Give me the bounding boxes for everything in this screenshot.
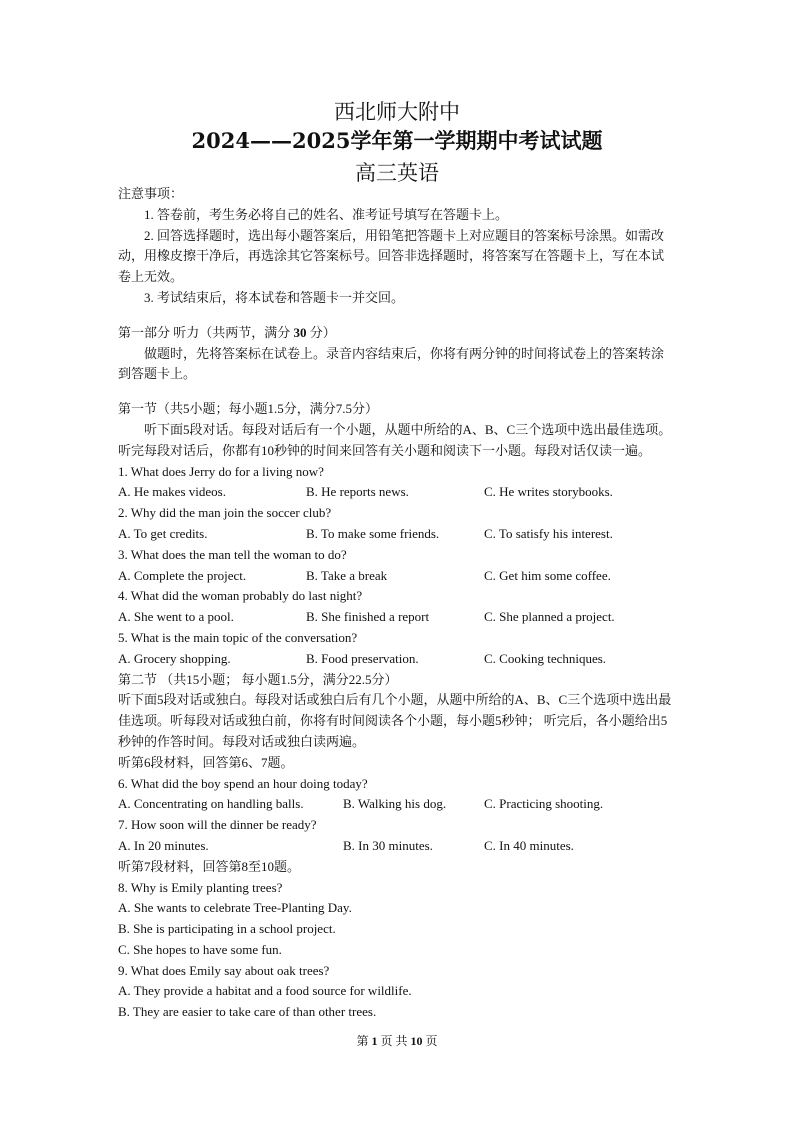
option-c: C. She planned a project. xyxy=(484,609,615,625)
question-5-options xyxy=(118,649,676,670)
question-2-options xyxy=(118,524,676,545)
option-a: A. She went to a pool. xyxy=(118,609,234,625)
question-8-option-a: A. She wants to celebrate Tree-Planting Day. xyxy=(118,900,352,916)
current-page: 1 xyxy=(371,1034,378,1048)
option-a: A. Complete the project. xyxy=(118,567,247,583)
question-1-options xyxy=(118,482,676,503)
page-footer: 第 1 页 共 10 页 xyxy=(356,1034,438,1048)
section2-instruction: 听下面5段对话或独白。每段对话或独白后有几个小题，从题中所给的A、B、C三个选项中选出最佳选项。听每段对话或独白前，你将有时间阅读各个小题，每小题5秒钟； 听完后，各小题给出5秒钟的作答时间。每段对话或独白读两遍。 xyxy=(118,692,672,749)
question-7-options xyxy=(118,836,676,857)
notice-item-2: 2. 回答选择题时，选出每小题答案后，用铅笔把答题卡上对应题目的答案标号涂黑。如需改动，用橡皮擦干净后，再选涂其它答案标号。回答非选择题时，将答案写在答题卡上，写在本试卷上无效。 xyxy=(118,227,665,285)
school-name: 西北师大附中 xyxy=(334,100,460,124)
question-2: 2. Why did the man join the soccer club? xyxy=(118,505,332,521)
question-1: 1. What does Jerry do for a living now? xyxy=(118,463,324,479)
option-b: B. She finished a report xyxy=(306,609,430,625)
question-3-options xyxy=(118,566,676,587)
option-a: A. To get credits. xyxy=(118,525,208,541)
material-6-note: 听第6段材料，回答第6、7题。 xyxy=(118,754,294,770)
option-c: C. Get him some coffee. xyxy=(484,567,611,583)
question-6-options xyxy=(118,794,676,815)
notice-item-3: 3. 考试结束后，将本试卷和答题卡一并交回。 xyxy=(144,289,405,305)
question-8-option-c: C. She hopes to have some fun. xyxy=(118,941,282,957)
question-5: 5. What is the main topic of the conversation? xyxy=(118,629,358,645)
question-8: 8. Why is Emily planting trees? xyxy=(118,879,283,895)
section1-instruction: 听下面5段对话。每段对话后有一个小题，从题中所给的A、B、C三个选项中选出最佳选项。听完每段对话后，你都有10秒钟的时间来回答有关小题和阅读下一小题。每段对话仅读一遍。 xyxy=(118,421,672,458)
section2-heading: 第二节 （共15小题； 每小题1.5分，满分22.5分） xyxy=(118,671,398,687)
subject-title: 高三英语 xyxy=(355,161,439,185)
section1-heading: 第一节（共5小题；每小题1.5分，满分7.5分） xyxy=(118,401,379,417)
question-8-option-b: B. She is participating in a school project. xyxy=(118,921,336,937)
part1-heading: 第一部分 听力（共两节，满分 30 分） xyxy=(118,324,336,340)
option-a: A. In 20 minutes. xyxy=(118,837,209,853)
part1-instruction: 做题时，先将答案标在试卷上。录音内容结束后，你将有两分钟的时间将试卷上的答案转涂到答题卡上。 xyxy=(118,345,665,382)
option-b: B. Food preservation. xyxy=(306,650,419,666)
option-a: A. Concentrating on handling balls. xyxy=(118,796,304,812)
question-4: 4. What did the woman probably do last night? xyxy=(118,588,363,604)
total-pages: 10 xyxy=(410,1034,423,1048)
question-4-options xyxy=(118,607,676,628)
option-c: C. To satisfy his interest. xyxy=(484,525,613,541)
material-7-note: 听第7段材料，回答第8至10题。 xyxy=(118,858,301,874)
option-c: C. He writes storybooks. xyxy=(484,484,613,500)
exam-body xyxy=(118,184,676,1023)
question-7: 7. How soon will the dinner be ready? xyxy=(118,817,317,833)
option-a: A. Grocery shopping. xyxy=(118,650,231,666)
question-3: 3. What does the man tell the woman to do? xyxy=(118,546,347,562)
part1-score: 30 xyxy=(293,324,307,340)
option-b: B. Walking his dog. xyxy=(343,796,447,812)
option-c: C. In 40 minutes. xyxy=(484,837,574,853)
option-c: C. Cooking techniques. xyxy=(484,650,607,666)
option-b: B. In 30 minutes. xyxy=(343,837,433,853)
question-9: 9. What does Emily say about oak trees? xyxy=(118,962,330,978)
exam-title: 2024——2025学年第一学期期中考试试题 xyxy=(191,128,603,153)
notice-heading: 注意事项： xyxy=(118,186,184,201)
question-9-option-b: B. They are easier to take care of than other trees. xyxy=(118,1004,377,1020)
question-9-option-a: A. They provide a habitat and a food source for wildlife. xyxy=(118,983,412,999)
option-b: B. He reports news. xyxy=(306,484,409,500)
option-b: B. Take a break xyxy=(306,567,388,583)
option-a: A. He makes videos. xyxy=(118,484,226,500)
notice-item-1: 1. 答卷前，考生务必将自己的姓名、准考证号填写在答题卡上。 xyxy=(144,206,509,222)
option-b: B. To make some friends. xyxy=(306,525,440,541)
option-c: C. Practicing shooting. xyxy=(484,796,604,812)
question-6: 6. What did the boy spend an hour doing today? xyxy=(118,775,368,791)
